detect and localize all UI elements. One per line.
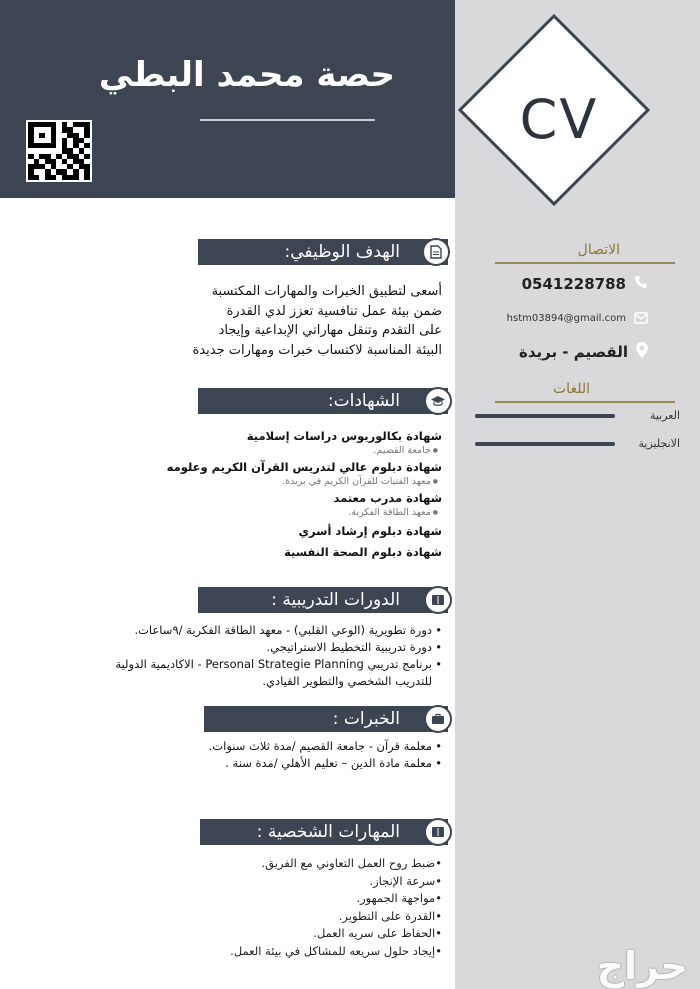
skill-item: •سرعة الإنجاز. <box>369 873 442 888</box>
briefcase-icon <box>424 705 452 733</box>
experience-list <box>102 738 442 772</box>
skills-title: المهارات الشخصية : <box>256 822 400 842</box>
experience-title: الخبرات : <box>332 709 400 729</box>
watermark-logo: حراج <box>596 944 688 988</box>
objective-line: ضمن بيئة عمل تنافسية تعزز لدي القدرة <box>226 303 442 319</box>
experience-item: • معلمة مادة الدين – تعليم الأهلي /مدة سنة . <box>102 755 442 772</box>
email-address: hstm03894@gmail.com <box>506 313 626 324</box>
location-icon <box>636 342 648 362</box>
objective-line: أسعى لتطبيق الخبرات والمهارات المكتسبة <box>211 284 442 299</box>
objective-line: البيئة المناسبة لاكتساب خبرات ومهارات جديدة <box>192 342 442 358</box>
skill-item: •مواجهة الجمهور. <box>356 891 442 905</box>
course-item: • برنامج تدريبي Personal Strategie Planning - الاكاديمية الدولية للتدريب الشخصي والتطوير القيادي. <box>102 656 442 690</box>
skills-header <box>200 819 448 845</box>
contact-title: الاتصال <box>577 242 620 258</box>
contact-divider <box>495 262 675 264</box>
languages-divider <box>495 401 675 403</box>
certificate-issuer: ● معهد الفتيات للقرآن الكريم في بريدة. <box>112 475 442 488</box>
certificate-issuer: ● جامعة القصيم. <box>112 444 442 457</box>
location-row <box>519 342 648 362</box>
experience-item: • معلمة قرآن - جامعة القصيم /مدة ثلاث سنوات. <box>102 738 442 755</box>
certificates-list <box>112 428 442 560</box>
book-icon <box>424 818 452 846</box>
objective-line: على التقدم وتنقل مهاراتي الإبداعية وإيجاد <box>218 323 442 338</box>
language-level-bar <box>475 414 615 418</box>
languages-title: اللغات <box>553 381 590 397</box>
certificate-title: شهادة مدرب معتمد <box>333 491 442 505</box>
graduation-cap-icon <box>424 387 452 415</box>
person-name: حصة محمد البطي <box>98 55 395 95</box>
experience-header <box>204 706 448 732</box>
language-level-bar <box>475 442 615 446</box>
language-arabic <box>475 409 680 422</box>
certificates-header <box>198 388 448 414</box>
course-item: • دورة تطويرية (الوعي القلبي) - معهد الطاقة الفكرية /٩ساعات. <box>102 622 442 639</box>
language-label: العربية <box>649 409 680 422</box>
courses-title: الدورات التدريبية : <box>271 590 400 610</box>
objective-text <box>142 282 442 360</box>
certificate-item <box>112 428 442 457</box>
certificates-title: الشهادات: <box>327 391 400 411</box>
skill-item: •إيجاد حلول سريعه للمشاكل في بيئة العمل. <box>230 943 442 958</box>
language-label: الانجليزية <box>638 437 680 450</box>
skills-list <box>142 855 442 960</box>
phone-icon <box>634 274 648 293</box>
courses-header <box>198 587 448 613</box>
name-underline <box>200 119 375 121</box>
courses-list <box>102 622 442 690</box>
skill-item: •ضبط روح العمل التعاوني مع الفريق. <box>261 856 442 870</box>
book-icon <box>424 586 452 614</box>
email-row[interactable] <box>507 309 648 328</box>
certificate-item <box>112 459 442 488</box>
skill-item: •القدرة على التطوير. <box>338 908 442 923</box>
cv-label: CV <box>519 88 599 151</box>
certificate-title: شهادة بكالوريوس دراسات إسلامية <box>246 429 442 443</box>
email-icon <box>634 309 648 328</box>
certificate-title: شهادة دبلوم إرشاد أسري <box>298 524 442 538</box>
certificate-title: شهادة دبلوم الصحة النفسية <box>284 545 442 559</box>
certificate-title: شهادة دبلوم عالي لتدريس القرآن الكريم وعلومه <box>166 460 442 474</box>
certificate-issuer: ● معهد الطاقة الفكرية. <box>112 506 442 519</box>
header-banner <box>0 0 455 198</box>
language-english <box>475 437 680 450</box>
qr-code[interactable] <box>26 120 92 182</box>
skill-item: •الحفاظ على سريه العمل. <box>313 926 442 940</box>
objective-title: الهدف الوظيفي: <box>284 242 400 262</box>
course-item: • دورة تدريبية التخطيط الاستراتيجي. <box>102 639 442 656</box>
document-icon <box>422 238 450 266</box>
phone-number: 0541228788 <box>521 274 626 293</box>
certificate-item <box>112 490 442 519</box>
certificate-item <box>112 544 442 560</box>
objective-header <box>198 239 448 265</box>
certificate-item <box>112 523 442 539</box>
location-text: القصيم - بريدة <box>518 343 628 361</box>
phone-row[interactable] <box>522 274 648 293</box>
